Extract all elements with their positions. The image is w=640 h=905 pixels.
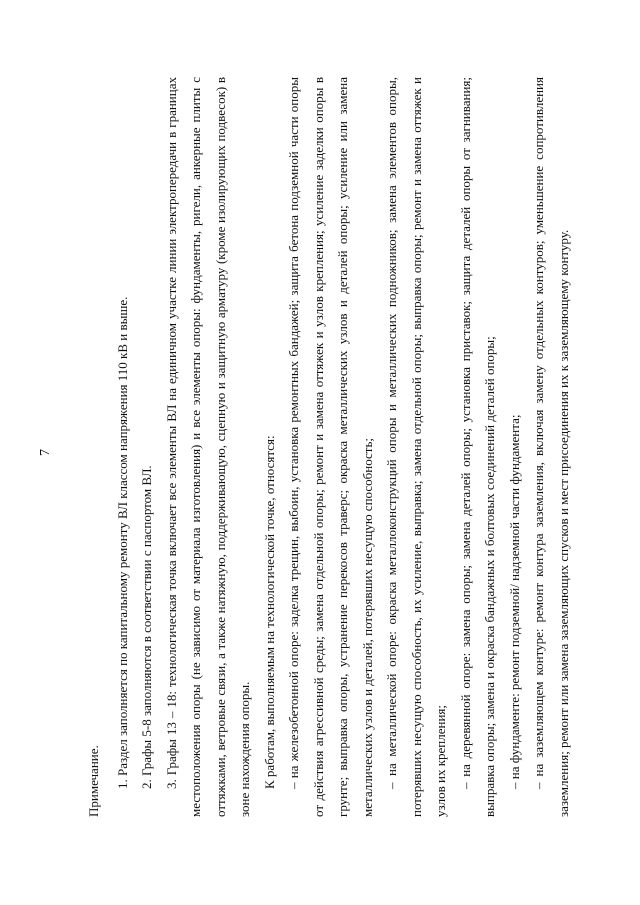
notes-body	[82, 77, 576, 817]
item-wooden-pole: – на деревянной опоре: замена опоры; замена деталей опоры; установка приставок; защита деталей опоры от загнивания; выправка опоры; замена и окраска бандажных и болтовых соединений деталей опоры;	[457, 77, 497, 817]
note-2: 2. Графы 5-8 заполняются в соответствии с паспортом ВЛ.	[139, 465, 154, 789]
item-metal-pole: – на металлической опоре: окраска металлоконструкций опоры и металлических подножников; замена элементов опоры, потерявших несущую способность, их усиление, выправка; замена отдельной опоры; выправка опоры; ремонт и замена оттяжек и узлов их крепления;	[384, 77, 448, 817]
item-grounding: – на заземляющем контуре: ремонт контура заземления, включая замену отдельных контуров; уменьшение сопротивления заземления; ремонт или замена заземляющих спусков и мест присоединения их к заземляющему контуру.	[531, 77, 571, 817]
notes-heading: Примечание.	[86, 745, 101, 817]
item-reinforced-concrete: – на железобетонной опоре: заделка трещин, выбоин, установка ремонтных бандажей; защита бетона подземной части опоры от действия агрессивной среды; замена отдельной опоры; ремонт и замена оттяжек и узлов крепления; усиление заделки опоры в грунте; выправка опоры, устранение перекосов траверс; окраска металлических узлов и деталей опоры; усиление или замена металлических узлов и деталей, потерявших несущую способность;	[286, 77, 375, 817]
item-foundation: – на фундаменте: ремонт подземной/ надземной части фундамента;	[506, 414, 522, 789]
note-3: 3. Графы 13 – 18: технологическая точка включает все элементы ВЛ на единичном участке линии электропередачи в границах местоположения опоры (не зависимо от материала изготовления) и все элементы опоры: фундаменты, ригели, анкерные плиты с оттяжками, ветровые связи, а также натяжную, поддерживающую, сцепную и защитную арматуру (кроме изолирующих подвесок) в зоне нахождения опоры.	[163, 77, 252, 817]
note-1: 1. Раздел заполняется по капитальному ремонту ВЛ классом напряжения 110 кВ и выше.	[114, 296, 130, 789]
works-intro: К работам, выполняемым на технологической точке, относятся:	[261, 435, 277, 789]
page-number: 7	[38, 449, 53, 456]
